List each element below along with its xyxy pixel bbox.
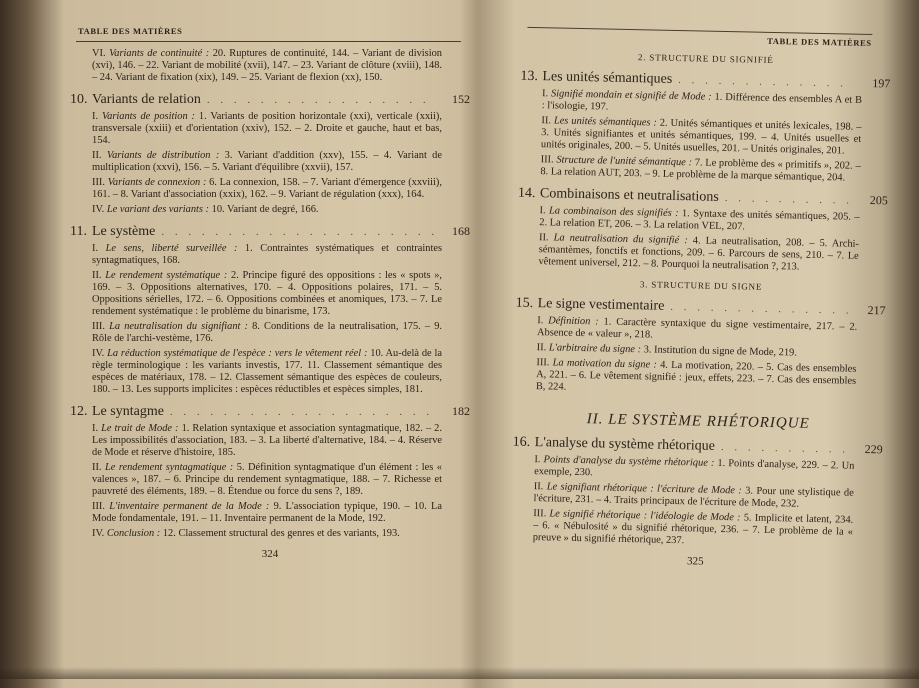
section-text: 1. Contraintes systématiques et contraintes syntagmatiques, 168. (92, 243, 442, 266)
section-text: 9. L'association typique, 190. – 10. La Mode fondamentale, 191. – 11. Inventaire permanent de la Mode, 192. (92, 501, 442, 524)
section-text: 4. La neutralisation, 208. – 5. Archi-sémantèmes, fonctifs et fonctions, 209. – 6. Parcours de sens, 210. – 7. Le vêtement universel, 212. – 8. Pourquoi la neutralisation ?, 213. (538, 235, 860, 273)
chapter-page: 197 (872, 76, 891, 91)
chapter-16 (511, 434, 883, 552)
section-label: I. (92, 243, 99, 254)
section-text: 1. Caractère syntaxique du signe vestimentaire, 217. – 2. Absence de « valeur », 218. (536, 316, 858, 341)
toc-section (538, 232, 859, 275)
chapter-title: Les unités sémantiques (542, 69, 673, 87)
section-text: 8. Conditions de la neutralisation, 175. – 9. Rôle de l'archi-vestème, 176. (92, 321, 442, 344)
section-label: III. (92, 321, 105, 332)
section-label: II. (92, 270, 102, 281)
toc-section (537, 315, 857, 346)
section-title: Le sens, liberté surveillée : (105, 243, 238, 254)
section-label: II. (92, 150, 102, 161)
section-label: I. (541, 88, 549, 100)
section-label: IV. (92, 528, 105, 539)
section-label: II. (533, 481, 544, 493)
section-title: Les unités sémantiques : (553, 115, 657, 129)
toc-section (92, 204, 442, 216)
part-heading: 3. STRUCTURE DU SIGNE (639, 279, 763, 292)
dot-leader (207, 92, 434, 108)
toc-section (92, 462, 442, 498)
toc-section (534, 454, 854, 485)
section-title: La motivation du signe : (552, 357, 657, 371)
toc-section (92, 243, 442, 267)
dot-leader (161, 224, 434, 240)
chapter-number: 10. (70, 92, 88, 107)
section-title: Structure de l'unité sémantique : (556, 154, 693, 169)
section-text: 1. Points d'analyse, 229. – 2. Un exemple, 230. (534, 457, 855, 479)
toc-left (70, 48, 470, 561)
toc-section (539, 205, 859, 236)
chapter-11 (70, 223, 470, 396)
chapter-page: 217 (867, 303, 886, 318)
section-label: II. (538, 232, 549, 244)
chapter-heading[interactable] (70, 403, 470, 420)
chapter-13 (518, 68, 890, 186)
right-page (474, 0, 919, 688)
section-title: Le rendement systématique : (105, 270, 228, 281)
toc-section (92, 177, 442, 201)
section-label: I. (92, 111, 99, 122)
chapter-number: 11. (70, 224, 87, 239)
section-label: II. (536, 342, 547, 354)
section-title: Définition : (548, 315, 599, 328)
major-part-heading: II. LE SYSTÈME RHÉTORIQUE (586, 411, 810, 432)
running-head: TABLE DES MATIÈRES (767, 35, 872, 49)
section-text: 20. Ruptures de continuité, 144. – Variant de division (xvi), 146. – 22. Variant de mobilité (xvii), 147. – 23. Variant de clôture (xviii), 148. – 24. Variant de fixation (xix), 149. – 25. Variant de flexion (xx), 150. (92, 48, 442, 83)
left-chapters (70, 91, 470, 540)
dot-leader (170, 404, 434, 420)
toc-section (92, 150, 442, 174)
chapter-page: 168 (452, 224, 470, 238)
chapter-page: 205 (869, 193, 889, 208)
section-text: 12. Classement structural des genres et des variants, 193. (162, 528, 400, 539)
section-label: III. (92, 501, 105, 512)
section-title: Variants de position : (101, 111, 195, 122)
dot-leader (678, 72, 854, 92)
section-title: La combinaison des signifiés : (548, 205, 679, 220)
section-title: Signifié mondain et signifié de Mode : (550, 88, 712, 103)
chapter-title: Variants de relation (92, 92, 201, 107)
chapter-14 (516, 185, 888, 276)
toc-section (542, 88, 862, 119)
section-title: Le signifié rhétorique : l'idéologie de Mode : (549, 508, 741, 524)
chapter-10 (70, 91, 470, 216)
section-label: IV. (92, 204, 105, 215)
section-text: 5. Définition syntagmatique d'un élément : les « valences », 187. – 6. Principe du rendement syntagmatique, 188. – 7. Richesse et pauvreté des éléments, 189. – 8. Étendue ou force du sens ?, 189. (92, 462, 442, 497)
section-title: La neutralisation du signifié : (553, 232, 688, 247)
chapter-number: 15. (515, 295, 534, 312)
section-text: 1. Différence des ensembles A et B : l'isologie, 197. (541, 91, 863, 113)
chapter-15 (514, 295, 886, 401)
section-title: Variants de distribution : (106, 150, 220, 161)
chapter-title: Combinaisons et neutralisations (539, 186, 719, 205)
section-label: IV. (92, 348, 105, 359)
section-label: II. (92, 462, 102, 473)
section-text: 2. Principe figuré des oppositions : les « spots », 169. – 3. Oppositions alternatives, 170. – 4. Oppositions polaires, 171. – 5. Oppositions sérielles, 172. – 6. Oppositions combinées et anomiques, 173. – 7. Le rendement systématique : le problème du binarisme, 173. (92, 270, 442, 317)
toc-section (540, 154, 860, 185)
section-title: Le trait de Mode : (101, 423, 179, 434)
section-text: 7. Le problème des « primitifs », 202. – 8. La relation AUT, 203. – 9. Le problème de la marque sémantique, 204. (540, 157, 861, 184)
section-label: I. (537, 315, 544, 327)
section-text: 4. La motivation, 220. – 5. Cas des ensembles A, 221. – 6. Le vêtement signifié : jeux, effets, 223. – 7. Cas des ensembles B, 224. (535, 359, 857, 393)
chapter-page: 152 (452, 92, 470, 106)
section-label: I. (534, 454, 541, 466)
section-text: 3. Pour une stylistique de l'écriture, 231. – 4. Traits principaux de l'écriture de Mode, 232. (533, 485, 854, 510)
toc-section (533, 508, 854, 551)
section-text: 2. Unités sémantiques et unités lexicales, 198. – 3. Unités signifiantes et unités sémantiques, 199. – 4. Unités usuelles et unités originales, 200. – 5. Unités usuelles, 201. – Unités originales, 201. (540, 117, 862, 157)
toc-section (92, 111, 442, 147)
chapter-title: Le signe vestimentaire (537, 296, 665, 314)
header-rule (76, 41, 461, 42)
chapter-number: 14. (517, 185, 536, 202)
page-number: 324 (261, 548, 279, 560)
section-text: 5. Implicite et latent, 234. – 6. « Nébulosité » du signifié rhétorique, 236. – 7. Le problème de la « preuve » du signifié rhétorique, 237. (532, 512, 854, 547)
section-title: L'arbitraire du signe : (548, 342, 642, 356)
dot-leader (725, 190, 852, 209)
page-number: 325 (686, 555, 704, 568)
section-text: 3. Variant d'addition (xxv), 155. – 4. Variant de multiplication (xxvi), 156. – 5. Variant d'équilibre (xxvii), 157. (92, 150, 442, 173)
section-text: 1. Variants de position horizontale (xxi), verticale (xxii), transversale (xxiii) et d'orientation (xxiv), 152. – 2. Droite et gauche, haut et bas, 154. (92, 111, 442, 146)
dot-leader (670, 299, 850, 319)
chapter-heading[interactable] (70, 223, 470, 240)
chapter-12 (70, 403, 470, 540)
toc-section (92, 270, 442, 318)
section-title: La réduction systématique de l'espèce : vers le vêtement réel : (107, 348, 368, 359)
toc-section (92, 528, 442, 540)
dot-leader (721, 439, 847, 458)
toc-section (533, 481, 853, 512)
section-title: La neutralisation du signifiant : (109, 321, 248, 332)
toc-section (92, 348, 442, 396)
chapter-page: 229 (864, 441, 883, 457)
section-title: Variants de continuité : (109, 48, 210, 59)
section-text: 6. La connexion, 158. – 7. Variant d'émergence (xxviii), 161. – 8. Variant d'association (xxix), 162. – 9. Variant de régulation (xxx), 164. (92, 177, 442, 200)
header-rule (527, 27, 872, 35)
toc-section (92, 48, 442, 84)
section-title: Le signifiant rhétorique : l'écriture de Mode : (546, 481, 742, 497)
chapter-title: L'analyse du système rhétorique (534, 435, 716, 454)
toc-right (510, 41, 891, 573)
chapter-title: Le système (92, 224, 156, 239)
part-heading: 2. STRUCTURE DU SIGNIFIÉ (637, 52, 774, 65)
section-label: I. (539, 205, 546, 217)
toc-section (541, 115, 862, 158)
running-head: TABLE DES MATIÈRES (78, 26, 183, 36)
section-label: II. (541, 115, 552, 127)
section-label: III. (533, 508, 547, 520)
toc-section (92, 501, 442, 525)
section-title: Le variant des variants : (106, 204, 210, 215)
chapter-number: 16. (512, 434, 531, 450)
section-text: 10. Au-delà de la règle terminologique : les variants investis, 177. 11. Classement sémantique des espèces de matériaux, 178. – 12. Classement sémantique des espèces de couleurs, 180. – 13. Les supports implicites : espèces réductibles et espèces simples, 181. (92, 348, 443, 395)
section-title: Le rendement syntagmatique : (104, 462, 234, 473)
section-text: 1. Syntaxe des unités sémantiques, 205. – 2. La relation ET, 206. – 3. La relation VEL, 207. (539, 208, 860, 233)
section-title: L'inventaire permanent de la Mode : (109, 501, 270, 512)
section-text: 3. Institution du signe de Mode, 219. (643, 344, 797, 359)
section-text: 1. Relation syntaxique et association syntagmatique, 182. – 2. Les impossibilités d'association, 183. – 3. La liberté d'alternative, 184. – 4. Réserve de Mode et réserve d'histoire, 185. (92, 423, 442, 458)
chapter-number: 13. (520, 68, 539, 85)
section-text: 10. Variant de degré, 166. (211, 204, 319, 215)
section-label: VI. (92, 48, 106, 59)
section-label: III. (540, 154, 554, 166)
chapter-page: 182 (452, 404, 470, 418)
section-title: Points d'analyse du système rhétorique : (543, 454, 715, 469)
toc-section (92, 423, 442, 459)
section-title: Conclusion : (106, 528, 161, 539)
section-label: III. (536, 357, 550, 369)
chapter-heading[interactable] (70, 91, 470, 108)
toc-section (92, 321, 442, 345)
section-label: III. (92, 177, 105, 188)
chapter-number: 12. (70, 404, 88, 419)
toc-section (536, 357, 857, 400)
section-title: Variants de connexion : (107, 177, 207, 188)
section-label: I. (92, 423, 99, 434)
chapter-title: Le syntagme (92, 404, 164, 419)
